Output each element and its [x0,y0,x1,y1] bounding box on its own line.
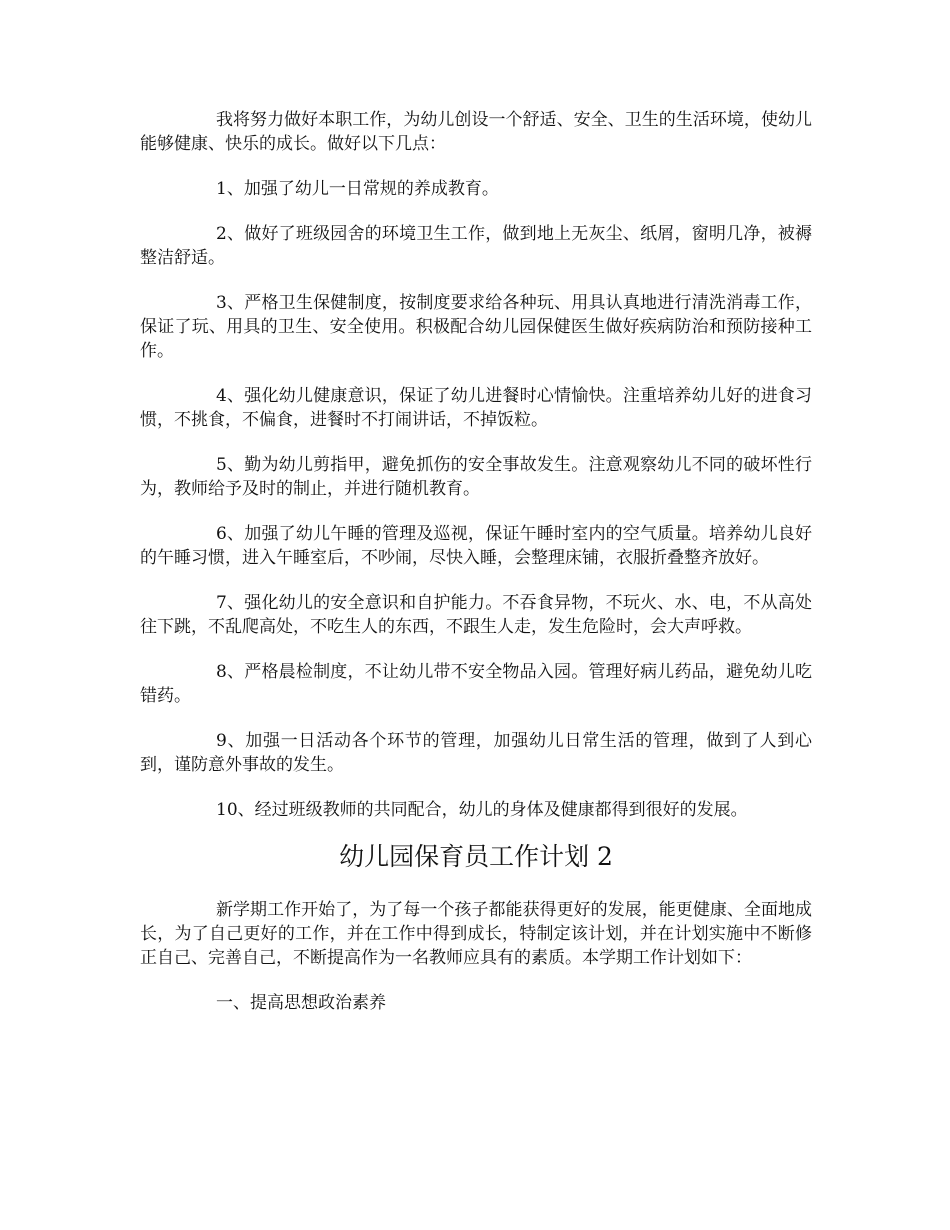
list-item-5: 5、勤为幼儿剪指甲，避免抓伤的安全事故发生。注意观察幼儿不同的破坏性行为，教师给予及时的制止，并进行随机教育。 [140,455,812,499]
list-item-3: 3、严格卫生保健制度，按制度要求给各种玩、用具认真地进行清洗消毒工作，保证了玩、用具的卫生、安全使用。积极配合幼儿园保健医生做好疾病防治和预防接种工作。 [140,293,812,361]
list-item-6: 6、加强了幼儿午睡的管理及巡视，保证午睡时室内的空气质量。培养幼儿良好的午睡习惯，进入午睡室后，不吵闹，尽快入睡，会整理床铺，衣服折叠整齐放好。 [140,524,812,568]
document-body [140,108,812,1036]
list-item-7: 7、强化幼儿的安全意识和自护能力。不吞食异物，不玩火、水、电，不从高处往下跳，不乱爬高处，不吃生人的东西，不跟生人走，发生危险时，会大声呼救。 [140,593,812,637]
list-item-10: 10、经过班级教师的共同配合，幼儿的身体及健康都得到很好的发展。 [216,800,748,820]
section-2-subheading: 一、提高思想政治素养 [216,993,386,1013]
list-item-4: 4、强化幼儿健康意识，保证了幼儿进餐时心情愉快。注重培养幼儿好的进食习惯，不挑食，不偏食，进餐时不打闹讲话，不掉饭粒。 [140,386,812,430]
section-2-title: 幼儿园保育员工作计划 2 [339,842,613,871]
list-item-9: 9、加强一日活动各个环节的管理，加强幼儿日常生活的管理，做到了人到心到，谨防意外事故的发生。 [140,731,812,775]
list-item-2: 2、做好了班级园舍的环境卫生工作，做到地上无灰尘、纸屑，窗明几净，被褥整洁舒适。 [140,224,812,268]
section-2-intro-paragraph: 新学期工作开始了，为了每一个孩子都能获得更好的发展，能更健康、全面地成长，为了自己更好的工作，并在工作中得到成长，特制定该计划，并在计划实施中不断修正自己、完善自己，不断提高作为一名教师应具有的素质。本学期工作计划如下： [140,900,812,968]
intro-paragraph: 我将努力做好本职工作，为幼儿创设一个舒适、安全、卫生的生活环境，使幼儿能够健康、快乐的成长。做好以下几点： [140,110,812,154]
list-item-1: 1、加强了幼儿一日常规的养成教育。 [216,179,499,199]
list-item-8: 8、严格晨检制度，不让幼儿带不安全物品入园。管理好病儿药品，避免幼儿吃错药。 [140,662,812,706]
